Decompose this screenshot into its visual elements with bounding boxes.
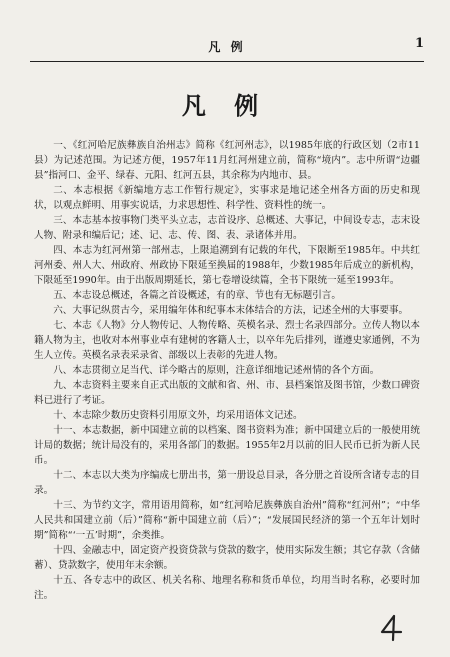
running-header — [30, 38, 424, 60]
running-title: 凡 例 — [208, 40, 246, 54]
paragraph-10: 十、本志除少数历史资料引用原文外，均采用语体文记述。 — [53, 410, 303, 421]
paragraph-12: 十二、本志以大类为序编成七册出书，第一册设总目录，各分册之首设所含诸专志的目录。 — [34, 470, 420, 496]
handwritten-mark — [376, 613, 406, 643]
page-title: 凡 例 — [181, 91, 269, 120]
paragraph-2: 二、本志根据《新编地方志工作暂行规定》，实事求是地记述全州各方面的历史和现状，以观点鲜明、用事实说话，力求思想性、科学性、资料性的统一。 — [34, 185, 420, 211]
paragraph-3: 三、本志基本按事物门类平头立志，志首设序、总概述、大事记，中间设专志，志末设人物、附录和编后记；述、记、志、传、图、表、录诸体并用。 — [34, 215, 420, 241]
paragraph-5: 五、本志设总概述，各篇之首设概述，有的章、节也有无标题引言。 — [53, 290, 341, 301]
paragraph-8: 八、本志贯彻立足当代、详今略古的原则，注意详细地记述州情的各个方面。 — [53, 365, 380, 376]
header-rule — [30, 61, 424, 62]
paragraph-11: 十一、本志数据，新中国建立前的以档案、图书资料为准；新中国建立后的一般使用统计局的数据；统计局没有的，采用各部门的数据。1955年2月以前的旧人民币已折为新人民币。 — [34, 425, 420, 466]
body-text — [34, 138, 420, 603]
page-number: 1 — [414, 36, 424, 51]
paragraph-6: 六、大事记纵贯古今，采用编年体和纪事本末体结合的方法，记述全州的大事要事。 — [53, 305, 409, 316]
paragraph-13: 十三、为节约文字，常用语用简称，如“红河哈尼族彝族自治州”简称“红河州”；“中华人民共和国建立前（后）”简称“新中国建立前（后）”；“发展国民经济的第一个五年计划时期”简称“‘一五’时期”，余类推。 — [34, 500, 420, 541]
paragraph-1: 一、《红河哈尼族彝族自治州志》简称《红河州志》，以1985年底的行政区划（2市11县）为记述范围。为记述方便，1957年11月红河州建立前，简称“境内”。志中所谓“边疆县”指河口、金平、绿春、元阳、红河五县，其余称为内地市、县。 — [34, 140, 420, 181]
paragraph-14: 十四、金融志中，固定资产投资贷款与贷款的数字，使用实际发生额；其它存款（含储蓄）、贷款数字，使用年末余额。 — [34, 545, 420, 571]
paragraph-9: 九、本志资料主要来自正式出版的文献和省、州、市、县档案馆及图书馆，少数口碑资料已进行了考证。 — [34, 380, 420, 406]
paragraph-4: 四、本志为红河州第一部州志，上限追溯到有记载的年代，下限断至1985年。中共红河州委、州人大、州政府、州政协下限延至换届的1988年，少数1985年后成立的新机构，下限延至1990年。由于出版周期延长，第七卷增设续篇，全书下限统一延至1993年。 — [34, 245, 420, 286]
paragraph-15: 十五、各专志中的政区、机关名称、地理名称和货币单位，均用当时名称，必要时加注。 — [34, 575, 420, 601]
paragraph-7: 七、本志《人物》分人物传记、人物传略、英模名录、烈士名录四部分。立传人物以本籍人物为主，也收对本州事业卓有建树的客籍人士，以卒年先后排列，谨遵史家通例，不为生人立传。英模名录表采录省、部级以上表彰的先进人物。 — [34, 320, 420, 361]
